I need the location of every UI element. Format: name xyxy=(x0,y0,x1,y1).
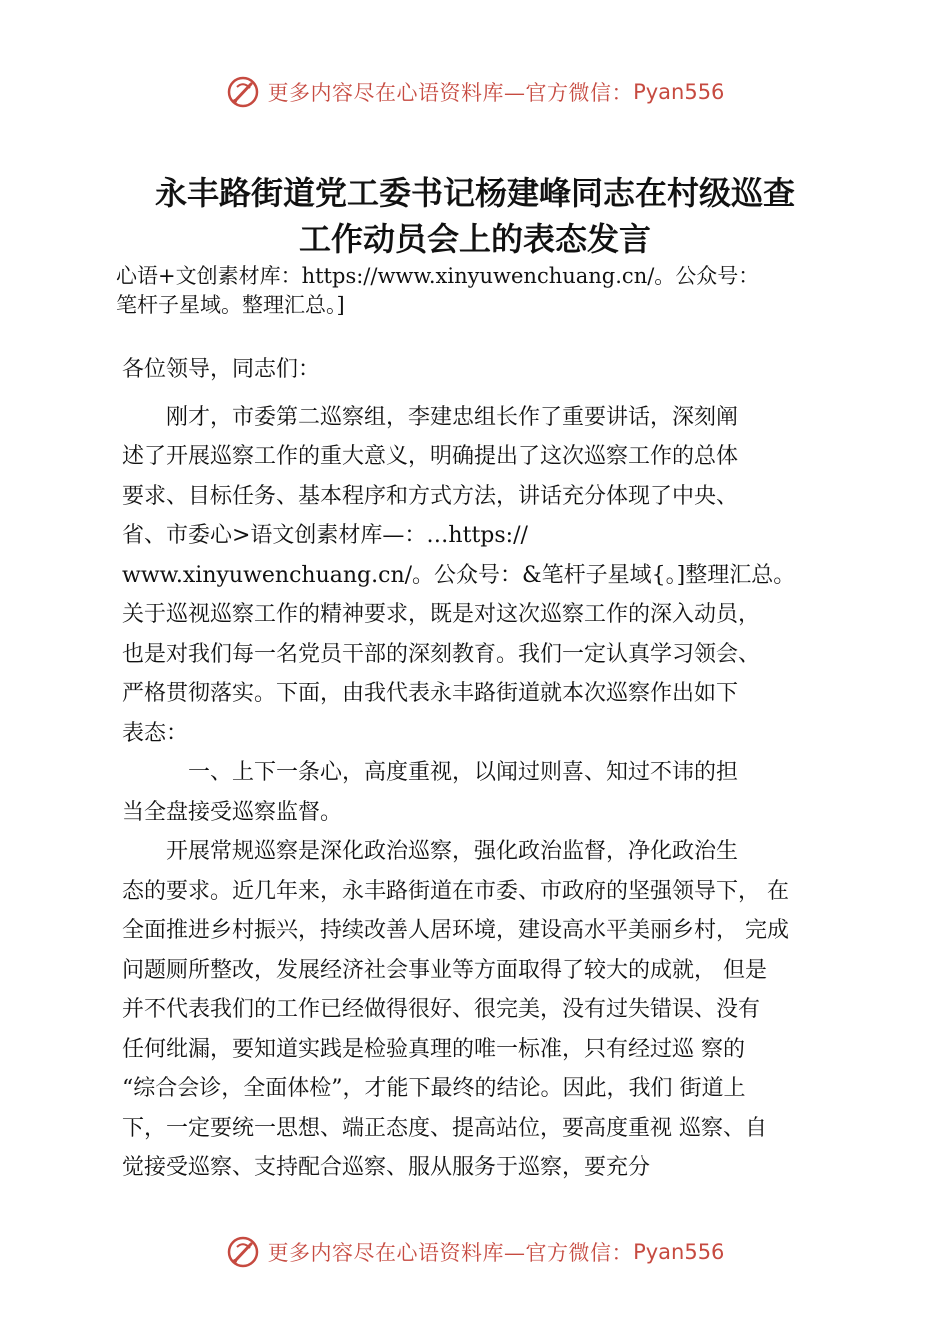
text-line: 当全盘接受巡察监督。 xyxy=(122,799,343,825)
header-banner xyxy=(0,70,950,114)
section-heading-1 xyxy=(122,753,857,832)
text-line: www.xinyuwenchuang.cn/。公众号：&笔杆子星域{。]整理汇总。 xyxy=(122,562,796,588)
paragraph-1 xyxy=(122,398,857,754)
banner-text: 更多内容尽在心语资料库—官方微信： xyxy=(267,1241,634,1265)
text-line: 表态： xyxy=(122,720,189,746)
title-line-2: 工作动员会上的表态发言 xyxy=(298,220,651,258)
pen-logo-icon xyxy=(226,1235,260,1269)
text-line: 问题厕所整改，发展经济社会事业等方面取得了较大的成就， 但是 xyxy=(122,957,767,983)
text-line: 态的要求。近几年来，永丰路街道在市委、市政府的坚强领导下， 在 xyxy=(122,878,789,904)
text-line: 关于巡视巡察工作的精神要求，既是对这次巡察工作的深入动员， xyxy=(122,602,761,627)
footer-banner xyxy=(0,1230,950,1274)
document-title xyxy=(60,170,890,262)
text-line: 下，一定要统一思想、端正态度、提高站位，要高度重视 巡察、自 xyxy=(122,1115,767,1141)
text-line: 严格贯彻落实。下面，由我代表永丰路街道就本次巡察作出如下 xyxy=(122,681,739,706)
text-line: 一、上下一条心，高度重视，以闻过则喜、知过不讳的担 xyxy=(122,760,739,785)
source-note-line-1: 心语+文创素材库：https://www.xinyuwenchuang.cn/。公众号： xyxy=(116,264,760,288)
text-line: 述了开展巡察工作的重大意义，明确提出了这次巡察工作的总体 xyxy=(122,444,739,469)
text-line: “综合会诊，全面体检”，才能下最终的结论。因此，我们 街道上 xyxy=(122,1076,746,1101)
text-line: 开展常规巡察是深化政治巡察，强化政治监督，净化政治生 xyxy=(122,839,739,864)
banner-wechat-id: Pyan556 xyxy=(633,1240,725,1264)
banner-text: 更多内容尽在心语资料库—官方微信： xyxy=(267,81,634,105)
text-line: 要求、目标任务、基本程序和方式方法，讲话充分体现了中央、 xyxy=(122,483,739,509)
pen-logo-icon xyxy=(226,75,260,109)
source-note xyxy=(116,262,876,320)
source-note-line-2: 笔杆子星域。整理汇总。] xyxy=(116,293,345,317)
text-line: 觉接受巡察、支持配合巡察、服从服务于巡察，要充分 xyxy=(122,1155,651,1180)
text-line: 并不代表我们的工作已经做得很好、很完美，没有过失错误、没有 xyxy=(122,997,761,1022)
text-line: 任何纰漏，要知道实践是检验真理的唯一标准，只有经过巡 察的 xyxy=(122,1036,745,1062)
paragraph-2 xyxy=(122,832,857,1188)
banner-wechat-id: Pyan556 xyxy=(633,80,725,104)
greeting: 各位领导，同志们： xyxy=(122,357,321,382)
text-line: 全面推进乡村振兴，持续改善人居环境，建设高水平美丽乡村， 完成 xyxy=(122,918,789,943)
document-body xyxy=(122,350,857,1188)
title-line-1: 永丰路街道党工委书记杨建峰同志在村级巡查 xyxy=(154,174,795,212)
text-line: 也是对我们每一名党员干部的深刻教育。我们一定认真学习领会、 xyxy=(122,641,761,667)
text-line: 省、市委心>语文创素材库—：…https:// xyxy=(122,523,528,548)
text-line: 刚才，市委第二巡察组，李建忠组长作了重要讲话，深刻阐 xyxy=(122,404,739,430)
